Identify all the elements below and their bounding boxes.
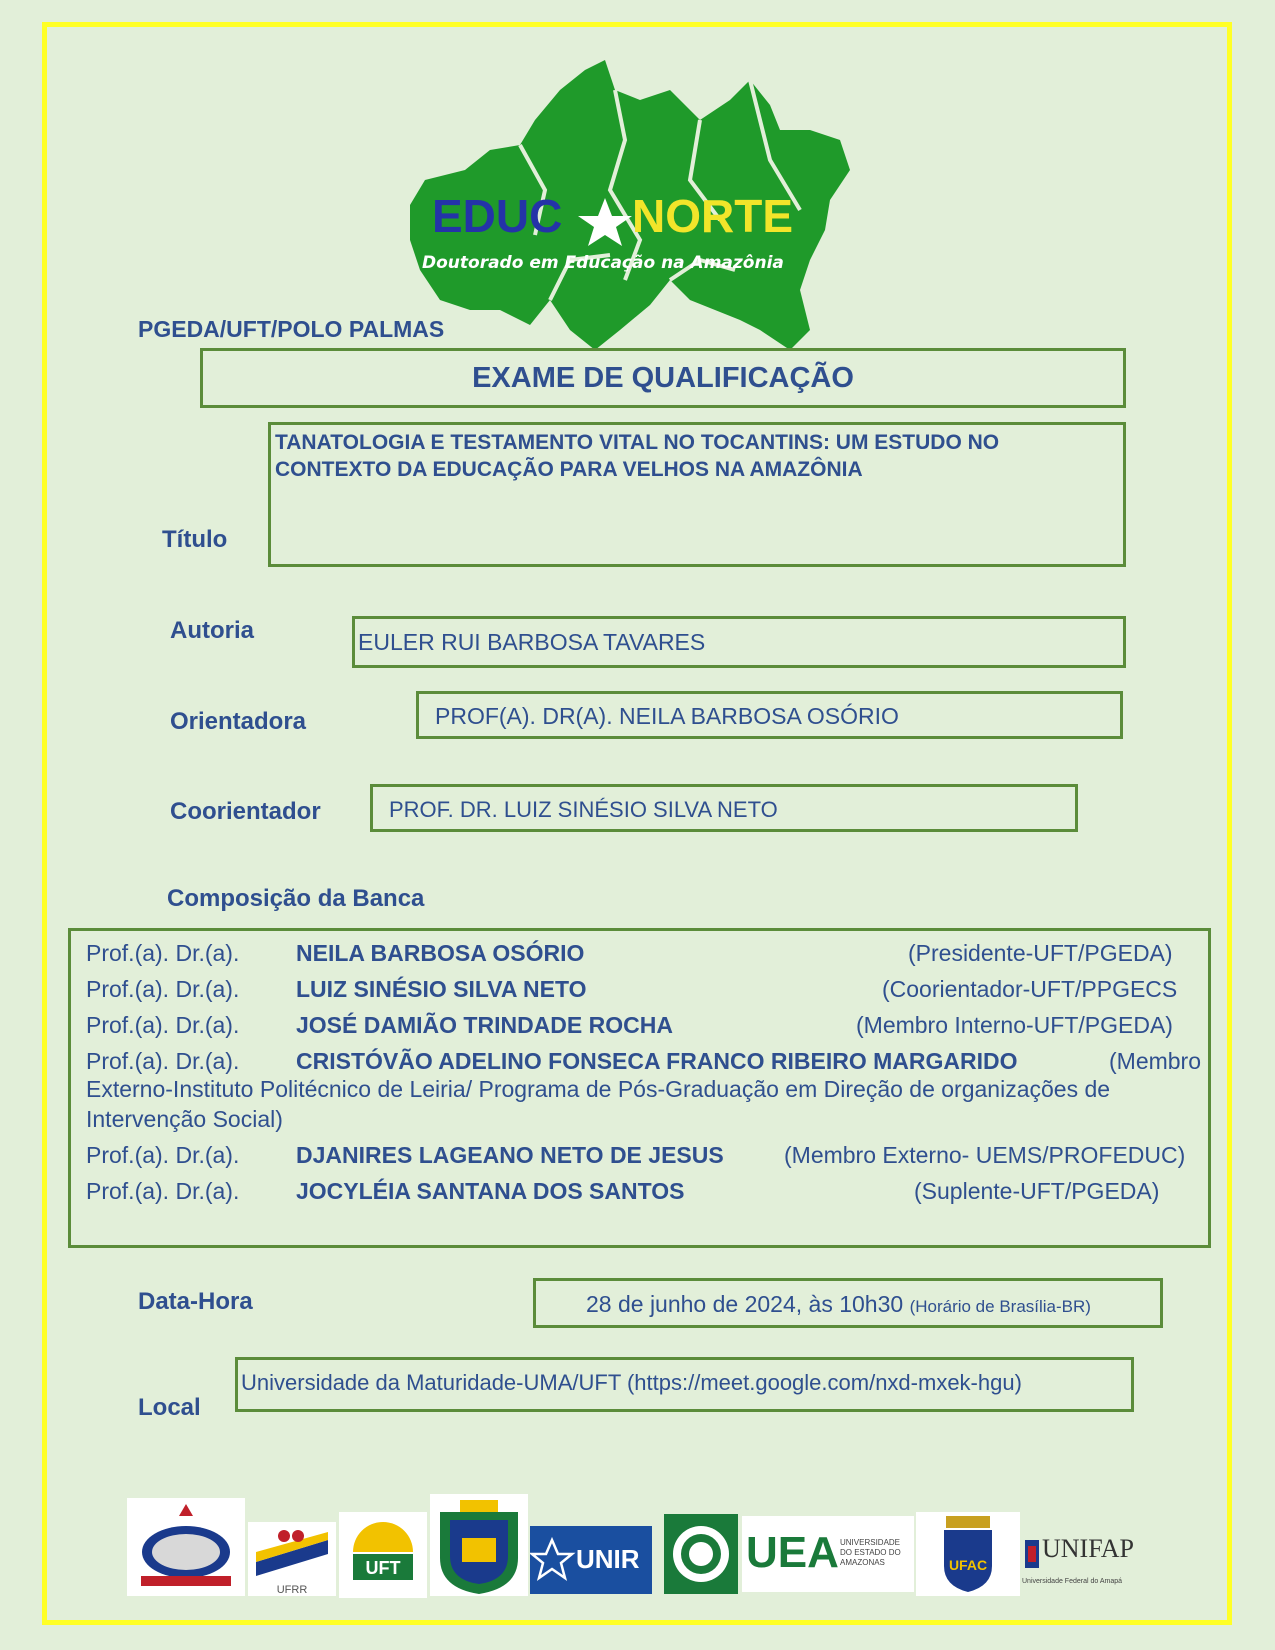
autoria-value: EULER RUI BARBOSA TAVARES [358, 629, 706, 655]
exam-title-box [200, 348, 1126, 408]
titulo-label: Título [162, 526, 228, 553]
local-value: Universidade da Maturidade-UMA/UFT (https://meet.google.com/nxd-mxek-hgu) [241, 1370, 1022, 1395]
ufac-crest-icon [916, 1512, 1020, 1596]
datahora-box [533, 1278, 1163, 1328]
svg-text:UFT: UFT [365, 1558, 401, 1578]
local-label: Local [138, 1394, 201, 1421]
ufrr-emblem-icon [248, 1522, 336, 1582]
seal-uft [339, 1512, 427, 1598]
autoria-box [352, 616, 1126, 668]
unifap-emblem-icon [1022, 1536, 1042, 1572]
datahora-value: 28 de junho de 2024, às 10h30 [586, 1291, 904, 1317]
datahora-label: Data-Hora [138, 1288, 253, 1315]
uft-emblem-icon [339, 1512, 427, 1598]
seal-uea [742, 1516, 914, 1592]
unifap-sub: Universidade Federal do Amapá [1022, 1578, 1123, 1585]
member-role: (Presidente-UFT/PGEDA) [908, 940, 1173, 966]
autoria-label: Autoria [170, 617, 254, 644]
titulo-box [268, 422, 1126, 567]
member-role: (Membro Interno-UFT/PGEDA) [856, 1012, 1173, 1038]
educanorte-logo [370, 30, 900, 350]
member-role: (Suplente-UFT/PGEDA) [914, 1178, 1160, 1204]
crest-icon [127, 1498, 245, 1596]
timezone: (Horário de Brasília-BR) [909, 1297, 1091, 1316]
coorientador-label: Coorientador [170, 798, 321, 825]
unir-label: UNIR [576, 1544, 640, 1574]
seal-ufpa [127, 1498, 245, 1596]
member-name: JOSÉ DAMIÃO TRINDADE ROCHA [296, 1012, 673, 1038]
member-title: Prof.(a). Dr.(a). [86, 1142, 240, 1168]
unifap-label: UNIFAP [1042, 1534, 1134, 1563]
svg-text:UFAC: UFAC [948, 1557, 988, 1573]
orientadora-box [416, 691, 1123, 739]
seal-unifap [1022, 1530, 1134, 1596]
member-role: (Membro Externo- UEMS/PROFEDUC) [784, 1142, 1186, 1168]
coorientador-value: PROF. DR. LUIZ SINÉSIO SILVA NETO [389, 797, 778, 822]
member-role-cont: Externo-Instituto Politécnico de Leiria/ Programa de Pós-Graduação em Direção de organizações de [86, 1076, 1111, 1102]
local-box [235, 1357, 1134, 1412]
orientadora-label: Orientadora [170, 708, 307, 735]
shield-icon [430, 1494, 528, 1596]
brand-left: EDUC [432, 190, 563, 242]
member-title: Prof.(a). Dr.(a). [86, 940, 240, 966]
seal-ufam [664, 1514, 738, 1594]
member-title: Prof.(a). Dr.(a). [86, 1048, 240, 1074]
member-name: LUIZ SINÉSIO SILVA NETO [296, 976, 587, 1002]
ufrr-label: UFRR [276, 1584, 308, 1596]
member-role: (Membro [1109, 1048, 1202, 1074]
uea-sub: UNIVERSIDADE DO ESTADO DO AMAZONAS [840, 1538, 901, 1567]
member-name: NEILA BARBOSA OSÓRIO [296, 940, 585, 966]
member-name: DJANIRES LAGEANO NETO DE JESUS [296, 1142, 724, 1168]
coorientador-box [370, 784, 1078, 832]
member-title: Prof.(a). Dr.(a). [86, 1178, 240, 1204]
round-seal-icon [664, 1514, 738, 1594]
exam-title: EXAME DE QUALIFICAÇÃO [472, 362, 854, 394]
logo-tagline: Doutorado em Educação na Amazônia [422, 253, 784, 273]
uea-label: UEA [746, 1528, 839, 1577]
member-title: Prof.(a). Dr.(a). [86, 976, 240, 1002]
member-role: (Coorientador-UFT/PPGECS [882, 976, 1178, 1002]
seal-uepa [430, 1494, 528, 1596]
seal-ufac [916, 1512, 1020, 1596]
member-name: CRISTÓVÃO ADELINO FONSECA FRANCO RIBEIRO MARGARIDO [296, 1048, 1018, 1074]
member-name: JOCYLÉIA SANTANA DOS SANTOS [296, 1178, 685, 1204]
member-role-cont: Intervenção Social) [86, 1106, 283, 1132]
banca-heading: Composição da Banca [167, 885, 425, 912]
titulo-value: TANATOLOGIA E TESTAMENTO VITAL NO TOCANTINS: UM ESTUDO NO CONTEXTO DA EDUCAÇÃO PARA VELHOS NA AMAZÔNIA [275, 431, 1000, 481]
program-heading: PGEDA/UFT/POLO PALMAS [138, 316, 445, 342]
member-title: Prof.(a). Dr.(a). [86, 1012, 240, 1038]
orientadora-value: PROF(A). DR(A). NEILA BARBOSA OSÓRIO [435, 703, 899, 729]
brand-right: NORTE [632, 190, 793, 242]
seal-ufrr [248, 1522, 336, 1596]
seal-unir [530, 1526, 652, 1594]
